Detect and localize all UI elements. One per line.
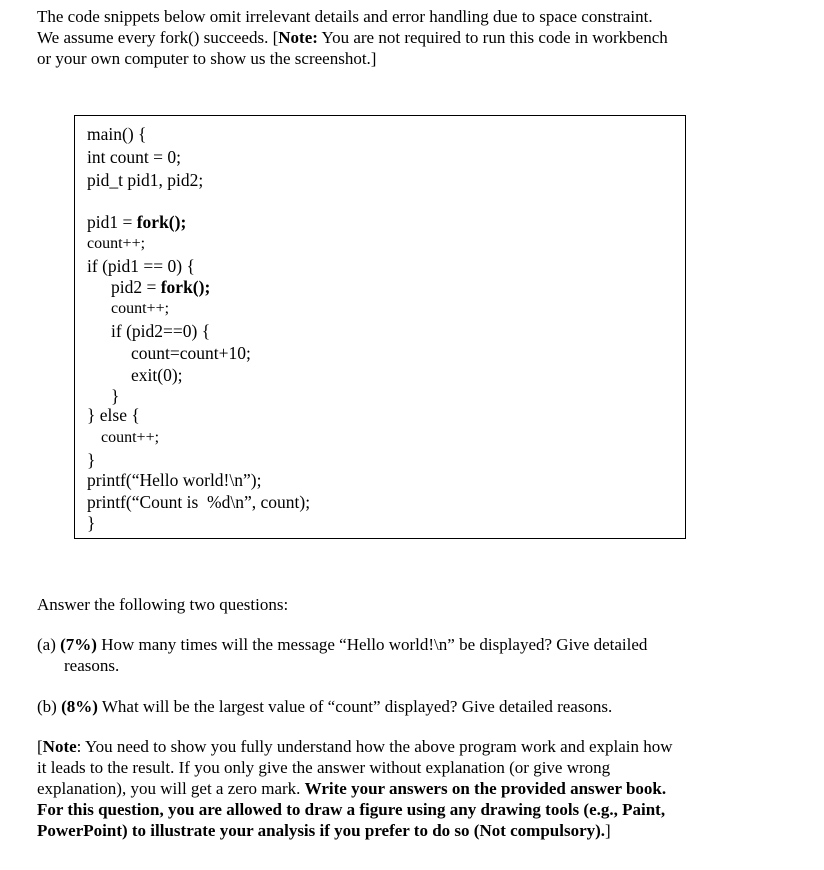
- intro-line-1: The code snippets below omit irrelevant details and error handling due to space constraint.: [37, 7, 653, 26]
- question-a-continued: reasons.: [64, 656, 120, 675]
- question-a-text: How many times will the message “Hello world!\n” be displayed? Give detailed: [96, 635, 648, 654]
- note-line-2: it leads to the result. If you only give the answer without explanation (or give wrong: [37, 758, 611, 777]
- intro-line-2-text: We assume every fork() succeeds. [: [37, 28, 279, 47]
- code-line-if-pid2: if (pid2==0) {: [111, 321, 211, 341]
- note-open-bracket: [: [37, 737, 43, 756]
- question-b-prefix: (b): [37, 697, 62, 716]
- intro-line-2: [37, 27, 797, 48]
- code-line-if-pid1: if (pid1 == 0) {: [87, 256, 195, 276]
- code-line-pid2-fork: [111, 277, 210, 297]
- code-fork-call-2: fork();: [160, 277, 211, 297]
- note-line-1: [37, 736, 797, 757]
- code-box: [74, 115, 686, 539]
- question-a: [37, 634, 797, 655]
- code-line-else: } else {: [87, 405, 140, 425]
- code-line-pid-decl: pid_t pid1, pid2;: [87, 170, 204, 190]
- note-line-4: For this question, you are allowed to draw a figure using any drawing tools (e.g., Paint,: [37, 800, 666, 819]
- note-line-5-text: PowerPoint) to illustrate your analysis if you prefer to do so (Not compulsory).: [37, 821, 606, 840]
- note-close-bracket: ]: [605, 821, 611, 840]
- questions-heading: Answer the following two questions:: [37, 595, 289, 614]
- code-line-main: main() {: [87, 124, 147, 144]
- code-line-printf-hello: printf(“Hello world!\n”);: [87, 470, 262, 490]
- note-line-3-text: explanation), you will get a zero mark.: [37, 779, 305, 798]
- code-line-count-inc-2: count++;: [111, 300, 170, 317]
- code-line-count-decl: int count = 0;: [87, 147, 181, 167]
- note-paragraph: [37, 736, 797, 841]
- question-b-text: What will be the largest value of “count” displayed? Give detailed reasons.: [97, 697, 613, 716]
- code-line-close-inner: }: [111, 386, 120, 406]
- intro-line-2-rest: You are not required to run this code in workbench: [317, 28, 668, 47]
- code-line-count-inc-3: count++;: [101, 429, 160, 446]
- question-a-prefix: (a): [37, 635, 61, 654]
- question-b-weight: (8%): [61, 697, 98, 716]
- code-line-count-plus-10: count=count+10;: [131, 343, 251, 363]
- code-fork-call-1: fork();: [136, 212, 187, 232]
- note-label: Note: [42, 737, 77, 756]
- note-answer-book-instruction: Write your answers on the provided answer book.: [304, 779, 667, 798]
- code-line-printf-count: printf(“Count is %d\n”, count);: [87, 492, 311, 512]
- code-line-close-if: }: [87, 450, 96, 470]
- code-line-close-main: }: [87, 513, 96, 533]
- note-line-5: [37, 820, 797, 841]
- code-line-count-inc-1: count++;: [87, 235, 146, 252]
- code-pid1-assign: pid1 =: [87, 212, 137, 232]
- code-line-exit: exit(0);: [131, 365, 183, 385]
- code-line-pid1-fork: [87, 212, 186, 232]
- question-a-weight: (7%): [60, 635, 97, 654]
- question-b: [37, 696, 797, 717]
- note-line-3: [37, 778, 797, 799]
- intro-note-label: Note:: [278, 28, 318, 47]
- intro-paragraph: [37, 6, 797, 69]
- code-pid2-assign: pid2 =: [111, 277, 161, 297]
- intro-line-3: or your own computer to show us the screenshot.]: [37, 49, 377, 68]
- note-line-1-text: : You need to show you fully understand how the above program work and explain how: [76, 737, 673, 756]
